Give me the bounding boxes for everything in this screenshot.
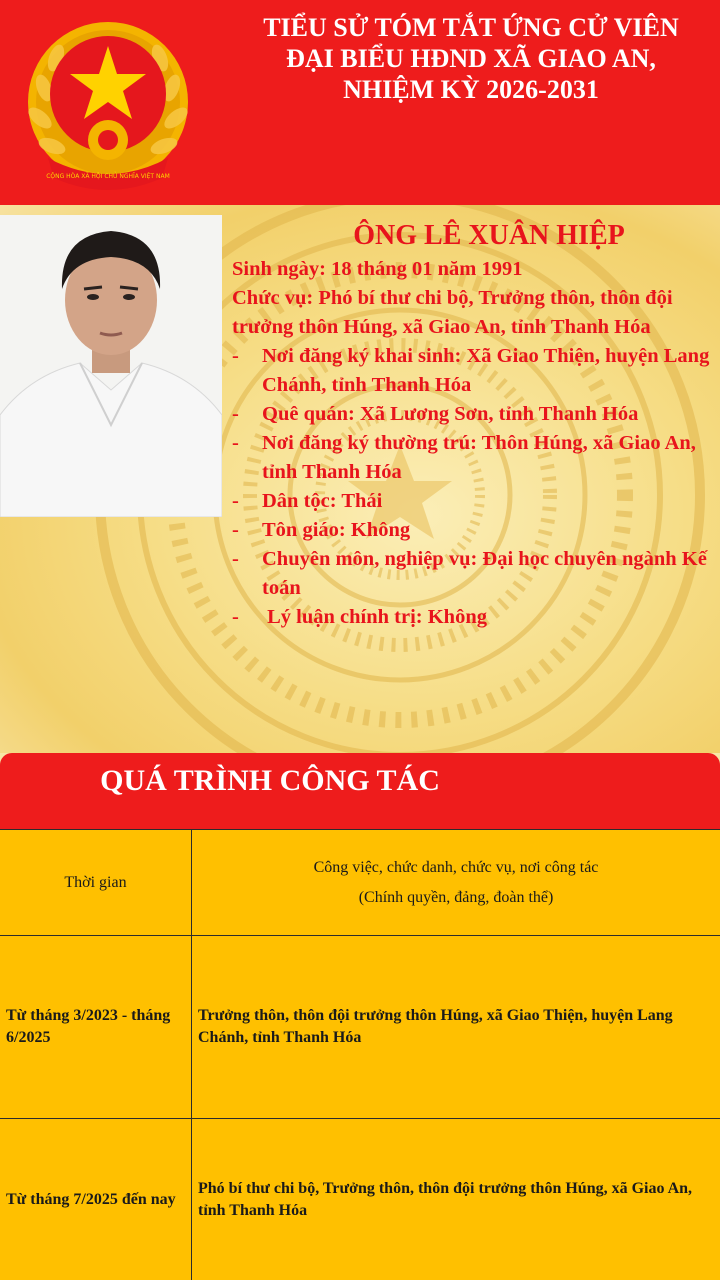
- list-item: - Tôn giáo: Không: [232, 516, 716, 545]
- table-row: [0, 1118, 720, 1280]
- column-header-job-line2: (Chính quyền, đảng, đoàn thể): [358, 888, 554, 906]
- list-item: - Nơi đăng ký khai sinh: Xã Giao Thiện, huyện Lang Chánh, tỉnh Thanh Hóa: [232, 342, 716, 400]
- detail-list: [232, 342, 716, 632]
- list-item: - Nơi đăng ký thường trú: Thôn Húng, xã Giao An, tỉnh Thanh Hóa: [232, 429, 716, 487]
- section-title: QUÁ TRÌNH CÔNG TÁC: [100, 764, 440, 797]
- candidate-photo: [0, 215, 222, 517]
- column-header-job: [191, 830, 720, 935]
- row-time: Từ tháng 3/2023 - tháng 6/2025: [6, 1007, 171, 1046]
- list-item: - Dân tộc: Thái: [232, 487, 716, 516]
- emblem-panel: [0, 8, 216, 194]
- candidate-info-section: [0, 205, 720, 753]
- candidate-details: [232, 219, 716, 632]
- title-line-3: NHIỆM KỲ 2026-2031: [343, 75, 599, 104]
- work-history-table: [0, 829, 720, 1280]
- row-time: Từ tháng 7/2025 đến nay: [6, 1190, 176, 1208]
- column-header-job-line1: Công việc, chức danh, chức vụ, nơi công tác: [313, 858, 599, 876]
- table-header-row: [0, 829, 720, 935]
- emblem-ribbon-text: CỘNG HÒA XÃ HỘI CHỦ NGHĨA VIỆT NAM: [46, 173, 170, 180]
- birth-date: Sinh ngày: 18 tháng 01 năm 1991: [232, 258, 523, 280]
- table-row: [0, 935, 720, 1118]
- list-item: - Quê quán: Xã Lương Sơn, tỉnh Thanh Hóa: [232, 400, 716, 429]
- title-line-2: ĐẠI BIỂU HĐND XÃ GIAO AN,: [286, 44, 656, 73]
- national-emblem-icon: [22, 18, 194, 190]
- portrait-icon: [0, 215, 222, 517]
- title-line-1: TIỂU SỬ TÓM TẮT ỨNG CỬ VIÊN: [263, 13, 679, 42]
- row-job: Trưởng thôn, thôn đội trưởng thôn Húng, xã Giao Thiện, huyện Lang Chánh, tỉnh Thanh Hóa: [191, 936, 720, 1118]
- list-item: - Lý luận chính trị: Không: [232, 603, 716, 632]
- candidate-name: ÔNG LÊ XUÂN HIỆP: [353, 220, 625, 251]
- document-title: [222, 12, 720, 105]
- row-job: Phó bí thư chi bộ, Trưởng thôn, thôn đội trưởng thôn Húng, xã Giao An, tỉnh Thanh Hóa: [191, 1119, 720, 1280]
- list-item: - Chuyên môn, nghiệp vụ: Đại học chuyên ngành Kế toán: [232, 545, 716, 603]
- work-history-header: [0, 753, 720, 829]
- column-header-time: Thời gian: [64, 873, 127, 891]
- header-banner: [0, 0, 720, 205]
- current-position: Chức vụ: Phó bí thư chi bộ, Trưởng thôn, thôn đội trưởng thôn Húng, xã Giao An, tỉnh Thanh Hóa: [232, 287, 673, 338]
